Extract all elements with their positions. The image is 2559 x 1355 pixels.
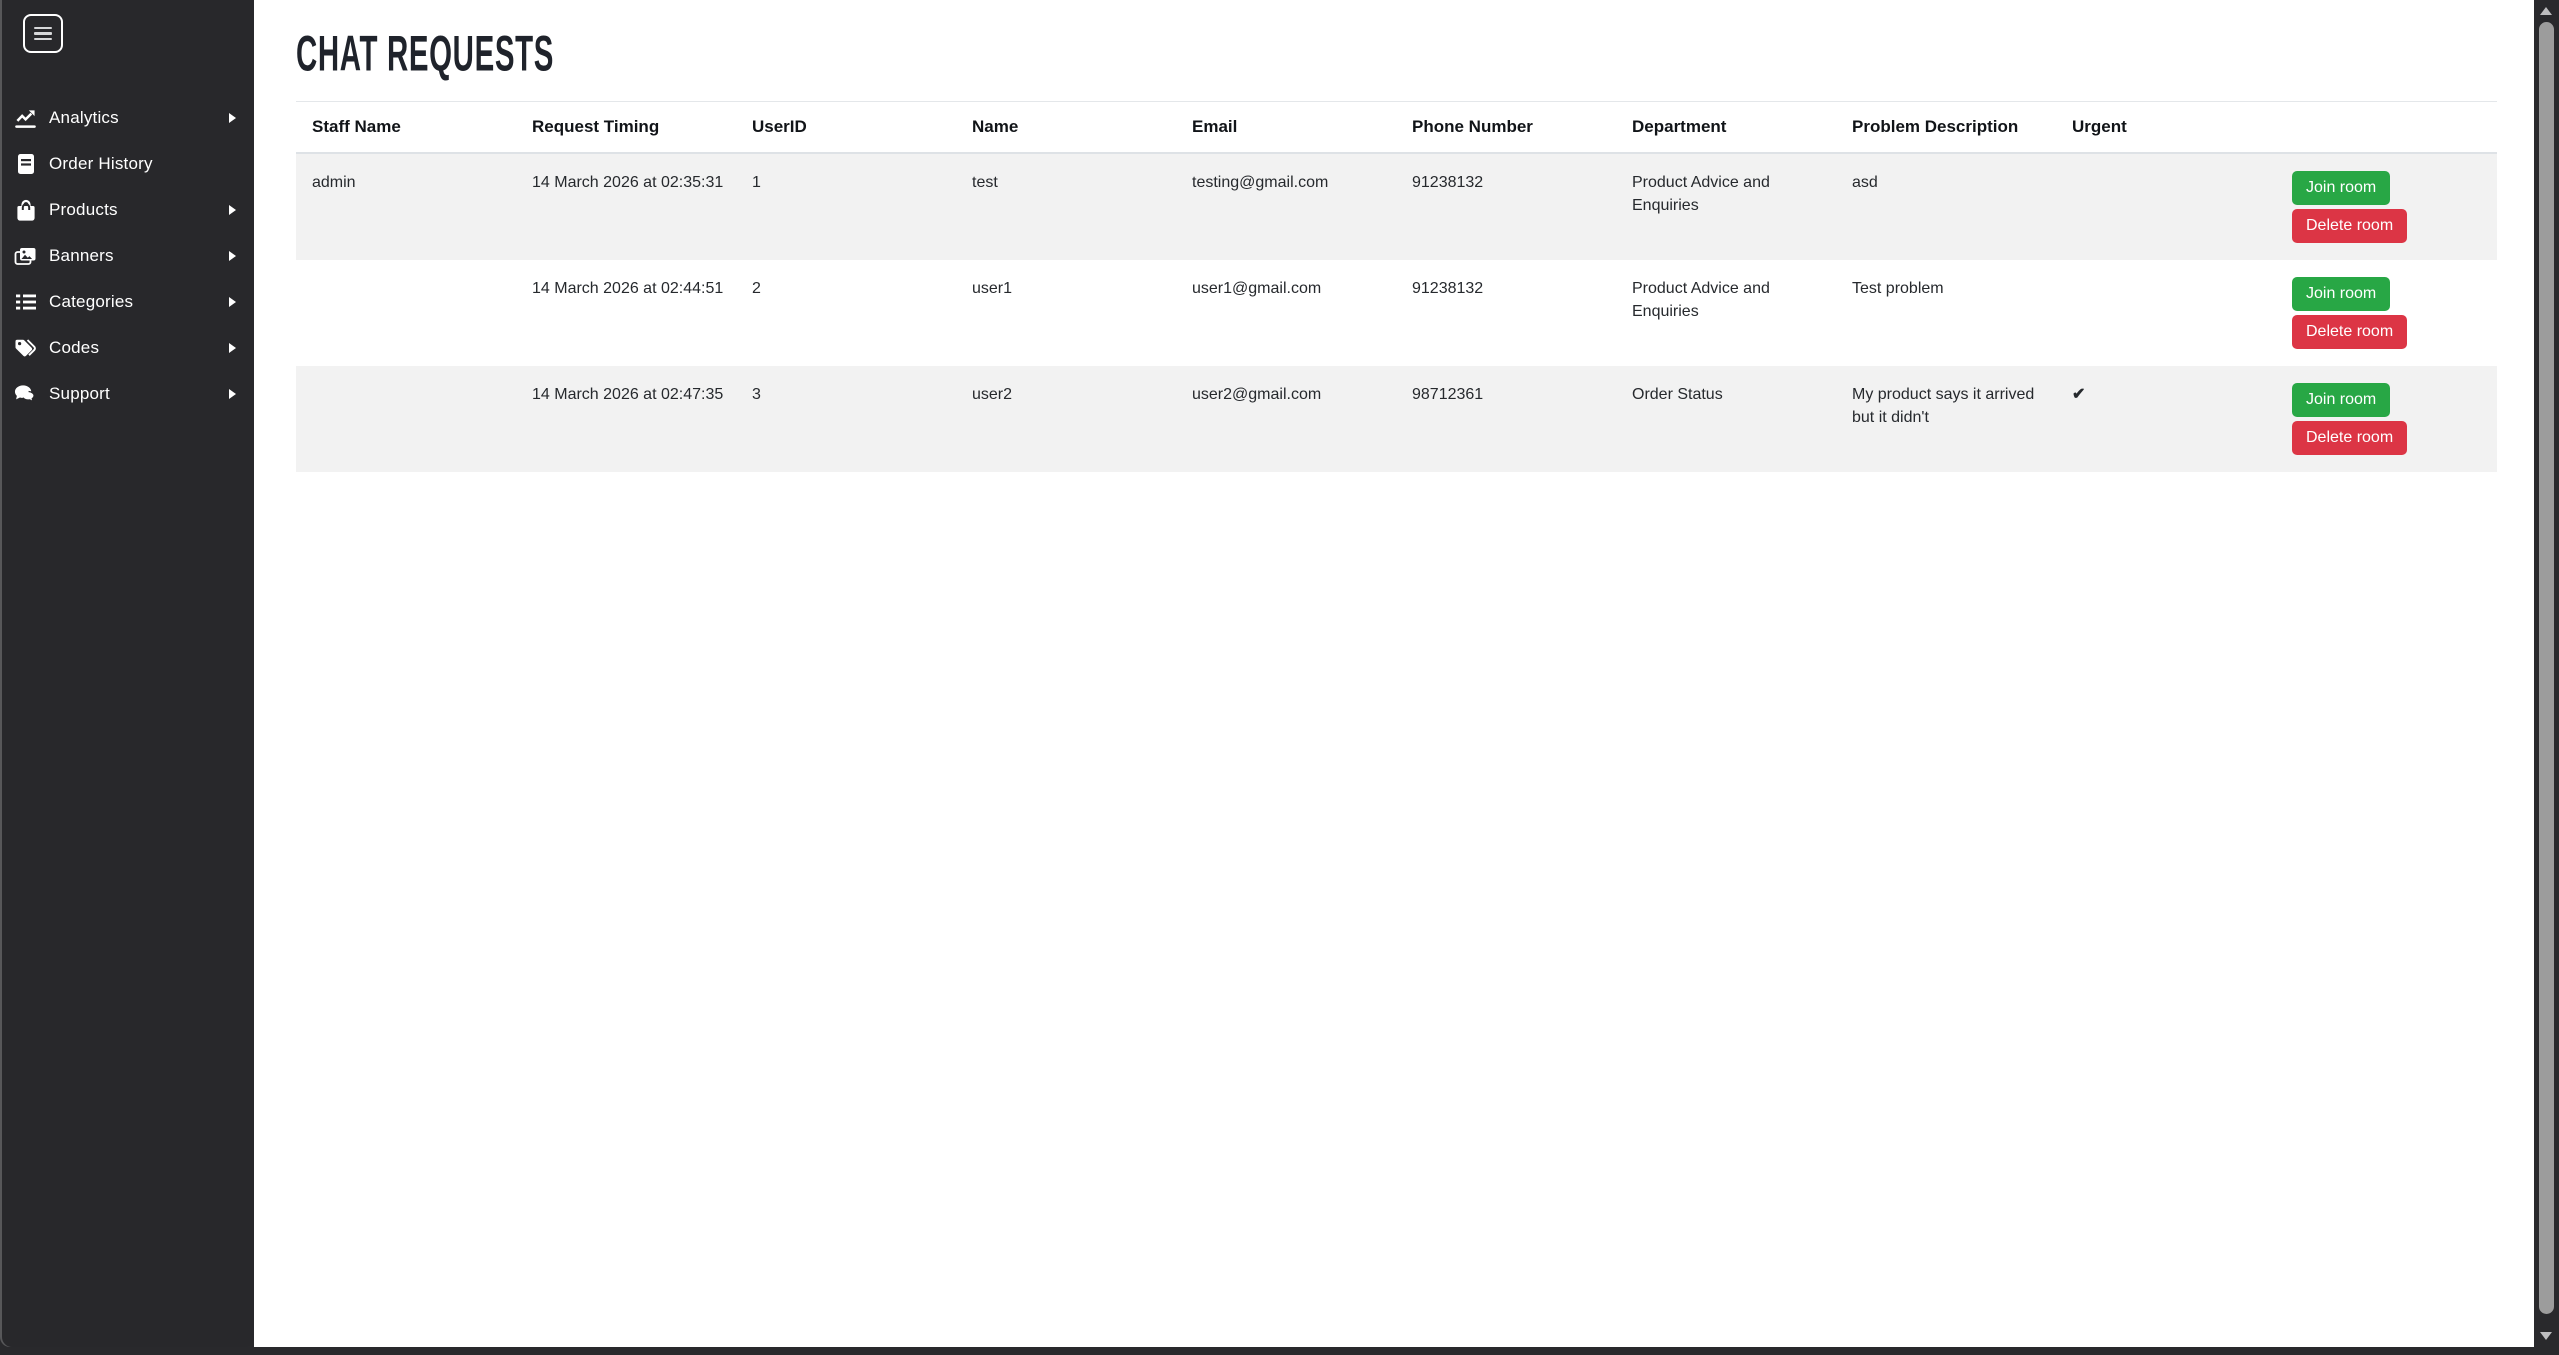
images-icon	[14, 245, 37, 268]
table-row	[296, 260, 2497, 366]
journal-icon	[14, 153, 37, 176]
scroll-down-arrow-icon[interactable]	[2540, 1332, 2552, 1340]
cell-name: user1	[972, 279, 1013, 297]
cell-phone-number: 91238132	[1412, 173, 1484, 191]
delete-room-button[interactable]: Delete room	[2292, 315, 2407, 349]
chevron-right-icon	[229, 113, 236, 123]
chevron-right-icon	[229, 251, 236, 261]
list-icon	[14, 291, 37, 314]
window-bottom-edge	[0, 1347, 2559, 1355]
hamburger-icon	[34, 27, 52, 30]
join-room-button[interactable]: Join room	[2292, 383, 2390, 417]
page-title: CHAT REQUESTS	[296, 24, 555, 82]
sidebar-item-order-history[interactable]	[0, 141, 254, 187]
sidebar-item-banners[interactable]	[0, 233, 254, 279]
column-header-name: Name	[956, 101, 1176, 153]
cell-problem-description: asd	[1852, 173, 1878, 191]
cell-user-id: 1	[752, 173, 761, 191]
cell-user-id: 3	[752, 385, 761, 403]
table-row	[296, 366, 2497, 472]
column-header-email: Email	[1176, 101, 1396, 153]
delete-room-button[interactable]: Delete room	[2292, 421, 2407, 455]
cell-actions	[2276, 260, 2497, 366]
cell-name: user2	[972, 385, 1013, 403]
sidebar-item-label: Codes	[49, 338, 100, 357]
cell-request-timing: 14 March 2026 at 02:35:31	[532, 173, 724, 191]
scrollbar-thumb[interactable]	[2539, 22, 2554, 1314]
cell-actions	[2276, 153, 2497, 260]
column-header-actions	[2276, 101, 2497, 153]
sidebar-item-support[interactable]	[0, 371, 254, 417]
chevron-right-icon	[229, 205, 236, 215]
sidebar	[0, 0, 254, 1347]
cell-email: testing@gmail.com	[1192, 173, 1329, 191]
cell-department: Product Advice and Enquiries	[1632, 173, 1770, 214]
table-row	[296, 153, 2497, 260]
chevron-right-icon	[229, 343, 236, 353]
comments-icon	[14, 383, 37, 406]
sidebar-item-label: Products	[49, 200, 118, 219]
sidebar-item-label: Order History	[49, 154, 153, 173]
cell-staff-name: admin	[312, 173, 356, 191]
cell-phone-number: 98712361	[1412, 385, 1484, 403]
delete-room-button[interactable]: Delete room	[2292, 209, 2407, 243]
join-room-button[interactable]: Join room	[2292, 277, 2390, 311]
table-header-row	[296, 101, 2497, 153]
tags-icon	[14, 337, 37, 360]
sidebar-item-categories[interactable]	[0, 279, 254, 325]
cell-request-timing: 14 March 2026 at 02:47:35	[532, 385, 724, 403]
join-room-button[interactable]: Join room	[2292, 171, 2390, 205]
sidebar-item-codes[interactable]	[0, 325, 254, 371]
cell-staff-name	[296, 366, 516, 472]
chevron-right-icon	[229, 389, 236, 399]
column-header-department: Department	[1616, 101, 1836, 153]
cell-problem-description: My product says it arrived but it didn't	[1852, 385, 2035, 426]
sidebar-item-label: Analytics	[49, 108, 119, 127]
sidebar-item-analytics[interactable]	[0, 95, 254, 141]
column-header-urgent: Urgent	[2056, 101, 2276, 153]
cell-user-id: 2	[752, 279, 761, 297]
chart-line-icon	[14, 107, 37, 130]
sidebar-item-label: Support	[49, 384, 110, 403]
column-header-user-id: UserID	[736, 101, 956, 153]
cell-problem-description: Test problem	[1852, 279, 1944, 297]
cell-request-timing: 14 March 2026 at 02:44:51	[532, 279, 724, 297]
sidebar-item-label: Banners	[49, 246, 114, 265]
cell-email: user1@gmail.com	[1192, 279, 1322, 297]
cell-department: Product Advice and Enquiries	[1632, 279, 1770, 320]
sidebar-nav	[0, 95, 254, 417]
sidebar-toggle-button[interactable]	[23, 14, 63, 53]
column-header-problem-description: Problem Description	[1836, 101, 2056, 153]
chevron-right-icon	[229, 297, 236, 307]
cell-department: Order Status	[1632, 385, 1723, 403]
cell-urgent-check	[2056, 260, 2276, 366]
main-content	[254, 0, 2534, 1347]
sidebar-item-products[interactable]	[0, 187, 254, 233]
column-header-staff-name: Staff Name	[296, 101, 516, 153]
scrollbar[interactable]	[2534, 0, 2559, 1347]
cell-actions	[2276, 366, 2497, 472]
column-header-request-timing: Request Timing	[516, 101, 736, 153]
cell-email: user2@gmail.com	[1192, 385, 1322, 403]
cell-phone-number: 91238132	[1412, 279, 1484, 297]
chat-requests-table	[296, 101, 2497, 472]
cell-staff-name	[296, 260, 516, 366]
cell-urgent-check: ✔	[2072, 385, 2086, 403]
sidebar-item-label: Categories	[49, 292, 134, 311]
cell-name: test	[972, 173, 998, 191]
cell-urgent-check	[2056, 153, 2276, 260]
scroll-up-arrow-icon[interactable]	[2540, 7, 2552, 15]
column-header-phone-number: Phone Number	[1396, 101, 1616, 153]
shopping-bag-icon	[14, 199, 37, 222]
